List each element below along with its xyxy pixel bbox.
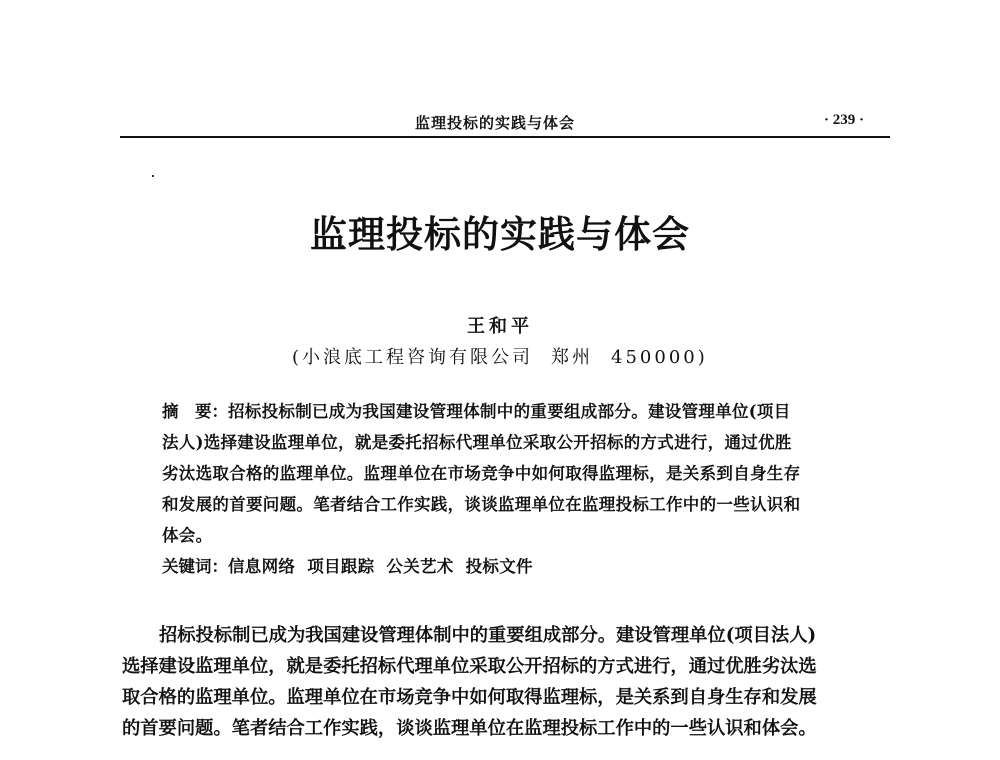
- author-name: 王和平: [467, 316, 533, 337]
- body-line: 选择建设监理单位，就是委托招标代理单位采取公开招标的方式进行，通过优胜劣汰选: [122, 656, 817, 677]
- affiliation-postcode: 450000): [611, 347, 708, 368]
- keywords-label: 关键词：: [162, 557, 228, 576]
- abstract-line: 劣汰选取合格的监理单位。监理单位在市场竞争中如何取得监理标，是关系到自身生存: [162, 464, 801, 483]
- affiliation-city: 郑州: [551, 347, 594, 368]
- running-header: [120, 106, 890, 138]
- affiliation-org: 小浪底工程咨询有限公司: [302, 347, 534, 368]
- abstract: [162, 396, 852, 582]
- keyword: 投标文件: [465, 557, 533, 576]
- running-header-title: 监理投标的实践与体会: [415, 114, 576, 132]
- page-number: · 239 ·: [823, 112, 864, 128]
- abstract-label: 摘 要：: [162, 402, 228, 421]
- abstract-line: [162, 396, 852, 427]
- abstract-line: 和发展的首要问题。笔者结合工作实践，谈谈监理单位在监理投标工作中的一些认识和: [162, 495, 801, 514]
- body-paragraph: [122, 620, 902, 744]
- author-affiliation: [292, 343, 708, 369]
- abstract-text: 招标投标制已成为我国建设管理体制中的重要组成部分。建设管理单位(项目: [228, 402, 791, 421]
- scan-speck: [152, 175, 154, 177]
- keywords: [162, 551, 852, 582]
- keyword: 公关艺术: [386, 557, 454, 576]
- body-line: 的首要问题。笔者结合工作实践，谈谈监理单位在监理投标工作中的一些认识和体会。: [122, 718, 817, 739]
- keyword: 信息网络: [228, 557, 296, 576]
- paper-title: 监理投标的实践与体会: [310, 212, 690, 256]
- abstract-line: 体会。: [162, 526, 213, 545]
- affiliation-open-paren: (: [292, 347, 303, 368]
- body-line: 招标投标制已成为我国建设管理体制中的重要组成部分。建设管理单位(项目法人): [159, 625, 817, 646]
- abstract-line: 法人)选择建设监理单位，就是委托招标代理单位采取公开招标的方式进行，通过优胜: [162, 433, 792, 452]
- keyword: 项目跟踪: [307, 557, 375, 576]
- body-line: 取合格的监理单位。监理单位在市场竞争中如何取得监理标，是关系到自身生存和发展: [122, 687, 817, 708]
